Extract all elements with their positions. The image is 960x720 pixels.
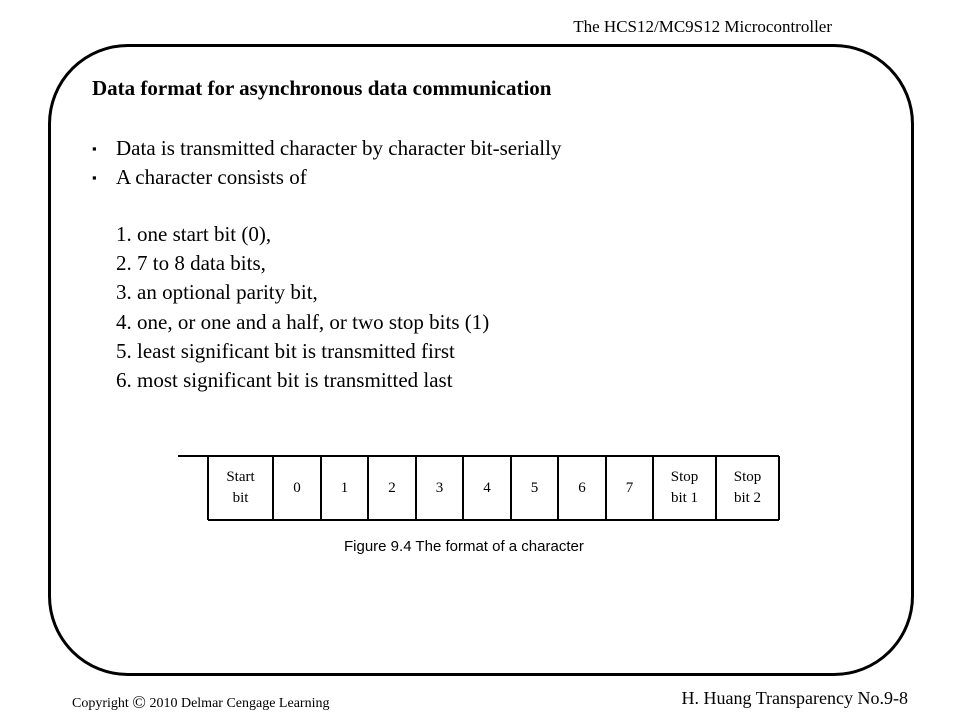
figure-cell-bit-1 — [321, 456, 368, 520]
bullet-item — [92, 163, 561, 192]
square-bullet-icon: ▪ — [92, 170, 97, 185]
cell-label: 6 — [578, 479, 586, 496]
bullet-item — [92, 134, 561, 163]
copyright-icon: © — [132, 692, 146, 712]
footer-page-label: H. Huang Transparency No.9-8 — [681, 688, 908, 708]
figure-cell-stop-bit-2 — [716, 456, 779, 520]
figure-cell-bit-0 — [273, 456, 321, 520]
figure-cell-bit-7 — [606, 456, 653, 520]
idle-line — [178, 456, 208, 520]
cell-label-line1: Start — [226, 469, 255, 485]
figure-cell-stop-bit-1 — [653, 456, 716, 520]
bullet-text: Data is transmitted character by character bit-serially — [116, 136, 562, 160]
figure-cell-bit-4 — [463, 456, 511, 520]
cell-label-line2: bit — [232, 490, 249, 506]
numbered-item: 3. an optional parity bit, — [116, 280, 318, 305]
numbered-list — [116, 220, 489, 395]
cell-label: 2 — [388, 479, 396, 496]
cell-label: 3 — [435, 479, 444, 496]
numbered-item: 1. one start bit (0), — [116, 222, 272, 246]
figure-cell-bit-6 — [558, 456, 606, 520]
cell-label: 5 — [530, 479, 539, 496]
square-bullet-icon: ▪ — [92, 141, 97, 156]
cell-label: 7 — [625, 479, 634, 496]
header-title: The HCS12/MC9S12 Microcontroller — [573, 17, 832, 36]
figure-caption: Figure 9.4 The format of a character — [344, 538, 584, 555]
numbered-item: 4. one, or one and a half, or two stop bits (1) — [116, 309, 490, 334]
numbered-item: 5. least significant bit is transmitted first — [116, 338, 455, 363]
copyright-text: 2010 Delmar Cengage Learning — [149, 696, 330, 711]
cell-label: 0 — [293, 479, 301, 496]
cell-label-line2: bit 2 — [733, 490, 762, 506]
numbered-item: 2. 7 to 8 data bits, — [116, 251, 266, 276]
footer-copyright — [72, 692, 329, 713]
figure-cell-bit-3 — [416, 456, 463, 520]
cell-label: 4 — [483, 479, 491, 496]
cell-label-line1: Stop — [670, 469, 699, 485]
cell-label: 1 — [340, 479, 349, 496]
cell-label-line2: bit 1 — [670, 490, 699, 506]
bullet-list — [92, 134, 561, 192]
slide-title: Data format for asynchronous data communication — [92, 76, 552, 100]
numbered-item: 6. most significant bit is transmitted last — [116, 368, 453, 393]
cell-label-line1: Stop — [733, 469, 762, 485]
figure-cell-bit-5 — [511, 456, 558, 520]
bullet-text: A character consists of — [116, 165, 307, 189]
copyright-prefix: Copyright — [72, 696, 129, 711]
figure-cell-bit-2 — [368, 456, 416, 520]
figure-cell-start-bit — [208, 456, 273, 520]
